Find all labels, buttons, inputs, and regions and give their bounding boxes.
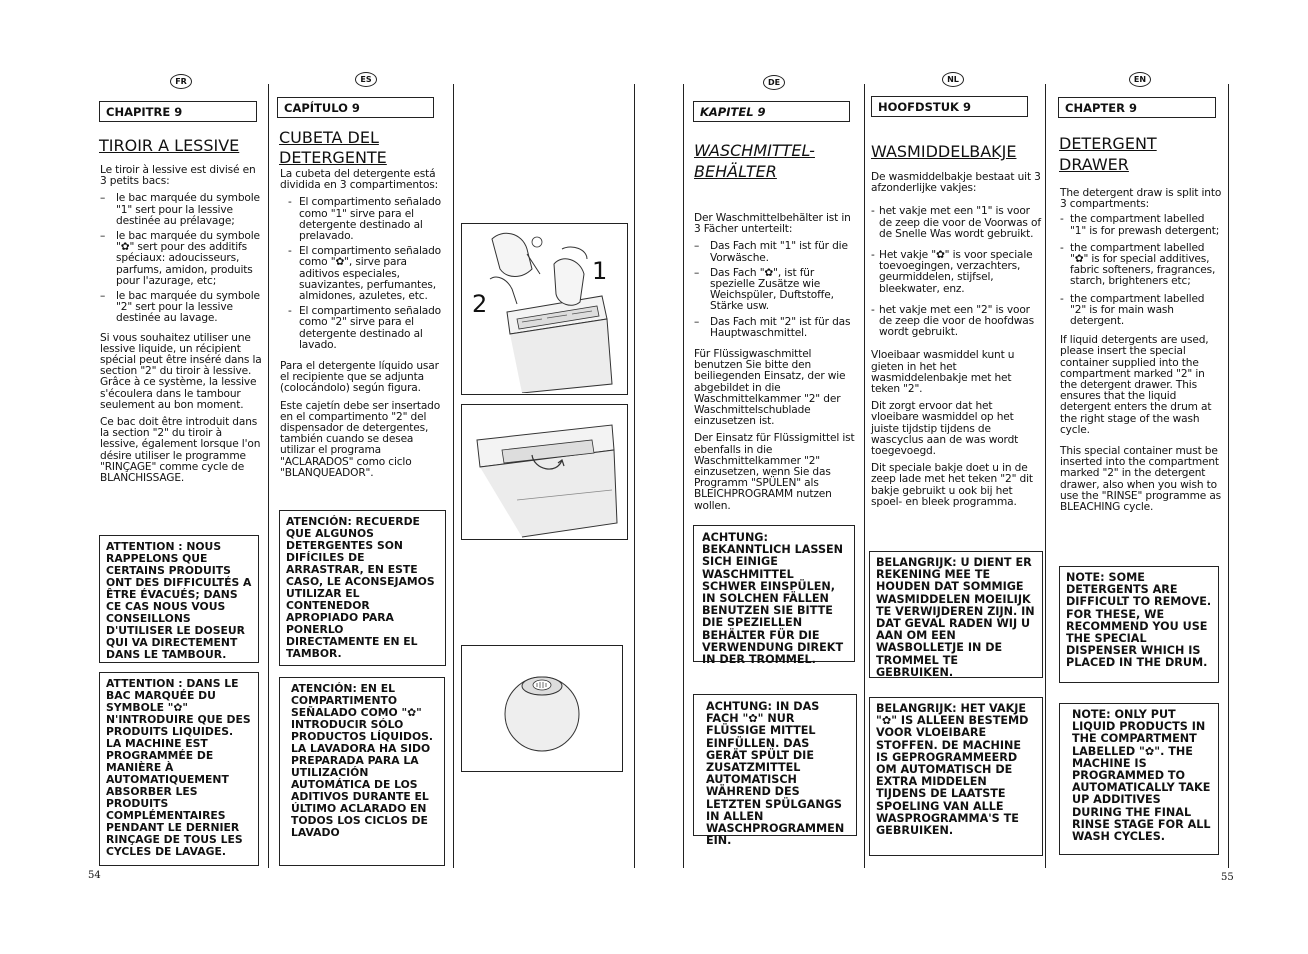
es-paragraph: Este cajetín debe ser insertado en el compartimento "2" del dispensador de detergentes, también cuando se desea utilizar el programa "ACLARADOS" como ciclo "BLANQUEADOR". [280,399,441,479]
list-item: – le bac marquée du symbole "✿" sert pour des additifs spéciaux: adoucisseurs, parfums, amidon, produits pour l'azurage, etc; [100,230,260,287]
fr-language-badge: FR [170,74,192,89]
fr-chapter-heading: CHAPITRE 9 [99,101,257,122]
list-item: - het vakje met een "1" is voor de zeep die voor de Voorwas of de Snelle Was wordt gebruikt. [871,205,1041,240]
list-item: – Das Fach "✿", ist für spezielle Zusätze wie Weichspüler, Duftstoffe, Stärke usw. [694,266,834,313]
de-paragraph: Der Einsatz für Flüssigmittel ist ebenfalls in die Waschmittelkammer "2" einzusetzen, wenn Sie das Programm "SPÜLEN" als BLEICHPROGRAMM nutzen wollen. [694,432,855,512]
compartment-2-label: 2 [472,290,488,318]
compartment-1-label: 1 [592,257,608,285]
en-warning-box: NOTE: SOME DETERGENTS ARE DIFFICULT TO REMOVE. FOR THESE, WE RECOMMEND YOU USE THE SPECIAL DISPENSER WHICH IS PLACED IN THE DRUM. [1059,566,1219,683]
nl-language-badge: NL [942,72,964,87]
liquid-container-illustration [461,404,628,540]
en-paragraph: This special container must be inserted into the compartment marked "2" in the detergent drawer, also when you wish to use the "RINSE" programme as BLEACHING cycle. [1060,445,1222,514]
list-item: - the compartment labelled "2" is for main wash detergent. [1060,292,1205,328]
list-item: - El compartimento señalado como "✿", sirve para aditivos especiales, suavizantes, perfumantes, almidones, azuletes, etc. [288,245,441,303]
column-rule [1045,84,1046,868]
list-item: - El compartimento señalado como "1" sirve para el detergente destinado al prelavado. [288,196,441,243]
nl-body [871,172,1041,514]
es-warning-box: ATENCIÓN: RECUERDE QUE ALGUNOS DETERGENTES SON DIFÍCILES DE ARRASTRAR, EN ESTE CASO, LE ACONSEJAMOS UTILIZAR EL CONTENEDOR APROPIADO PARA PONERLO DIRECTAMENTE EN EL TAMBOR. [279,510,446,666]
de-paragraph: Für Flüssigwaschmittel benutzen Sie bitte den beiliegenden Einsatz, der wie abgebildet in die Waschmittelkammer "2" der Waschmittelschublade einzusetzen ist. [694,348,846,428]
list-item: - El compartimento señalado como "2" sirve para el detergente destinado al lavado. [288,305,441,351]
en-language-badge: EN [1129,72,1151,87]
column-rule [268,84,269,868]
de-warning-box: ACHTUNG: BEKANNTLICH LASSEN SICH EINIGE WASCHMITTEL SCHWER EINSPÜLEN, IN SOLCHEN FÄLLEN BENUTZEN SIE BITTE DIE SPEZIELLEN BEHÄLTER FÜR DIE VERWENDUNG DIREKT IN DER TROMMEL. [693,525,855,662]
en-chapter-heading: CHAPTER 9 [1058,97,1216,118]
es-section-title: CUBETA DEL DETERGENTE [279,128,387,167]
nl-paragraph: Dit zorgt ervoor dat het vloeibare wasmiddel op het juiste tijdstip tijdens de wascyclus aan de was wordt toegevoegd. [871,400,1019,458]
list-item: - the compartment labelled "1" is for prewash detergent; [1060,213,1220,237]
de-section-title: WASCHMITTEL-BEHÄLTER [694,141,815,181]
nl-section-title: WASMIDDELBAKJE [871,142,1017,161]
en-paragraph: If liquid detergents are used, please insert the special container supplied into the compartment marked "2" in the detergent drawer. This ensures that the liquid detergent enters the drum at the right stage of the wash cycle. [1060,334,1212,436]
dosing-ball-drawing [462,646,621,770]
nl-intro: De wasmiddelbakje bestaat uit 3 afzonderlijke vakjes: [871,171,1041,195]
fr-paragraph: Ce bac doit être introduit dans la section "2" du tiroir à lessive, également lorsque l'on désire utiliser le programme "RINÇAGE" comme cycle de BLANCHISSAGE. [100,416,261,485]
de-language-badge: DE [763,75,785,90]
es-language-badge: ES [355,72,377,87]
nl-warning-box: BELANGRIJK: U DIENT ER REKENING MEE TE HOUDEN DAT SOMMIGE WASMIDDELEN MOEILIJK TE VERWIJDEREN ZIJN. IN DAT GEVAL RADEN WIJ U AAN OM EEN WASBOLLETJE IN DE TROMMEL TE GEBRUIKEN. [869,551,1043,678]
column-rule [453,84,454,868]
fr-warning-box: ATTENTION : DANS LE BAC MARQUÉE DU SYMBOLE "✿" N'INTRODUIRE QUE DES PRODUITS LIQUIDES. LA MACHINE EST PROGRAMMÉE DE MANIÈRE À AUTOMATIQUEMENT ABSORBER LES PRODUITS COMPLÉMENTAIRES PENDANT LE DERNIER RINÇAGE DE TOUS LES CYCLES DE LAVAGE. [99,672,259,866]
fr-section-title: TIROIR A LESSIVE [99,136,240,155]
es-warning-box: ATENCIÓN: EN EL COMPARTIMENTO SEÑALADO COMO "✿" INTRODUCIR SÓLO PRODUCTOS LÍQUIDOS. LA LAVADORA HA SIDO PREPARADA PARA LA UTILIZACIÓN AUTOMÁTICA DE LOS ADITIVOS DURANTE EL ÚLTIMO ACLARADO EN TODOS LOS CICLOS DE LAVADO [279,677,445,866]
nl-warning-box: BELANGRIJK: HET VAKJE "✿" IS ALLEEN BESTEMD VOOR VLOEIBARE STOFFEN. DE MACHINE IS GEPROGRAMMEERD OM AUTOMATISCH DE EXTRA MIDDELEN TIJDENS DE LAATSTE SPOELING VAN ALLE WASPROGRAMMA'S TE GEBRUIKEN. [869,697,1043,856]
dosing-ball-illustration [461,645,623,772]
fr-body [100,165,262,490]
column-rule [683,84,684,868]
list-item: - het vakje met een "2" is voor de zeep die voor de hoofdwas wordt gebruikt. [871,303,1035,339]
en-section-title: DETERGENT DRAWER [1059,134,1157,174]
fr-paragraph: Si vous souhaitez utiliser une lessive liquide, un récipient spécial peut être inséré dans la section "2" du tiroir à lessive. Grâce à ce système, la lessive s'écoulera dans le tambour seulement au bon moment. [100,331,262,411]
liquid-container-drawing [462,405,626,538]
list-item: – Das Fach mit "1" ist für die Vorwäsche. [694,240,848,264]
list-item: - the compartment labelled "✿" is for special additives, fabric softeners, fragrances, starch, brighteners etc; [1060,241,1216,288]
fr-intro: Le tiroir à lessive est divisé en 3 petits bacs: [100,164,256,188]
list-item: - Het vakje "✿" is voor speciale toevoegingen, verzachters, geurmiddelen, stijfsel, bleekwater, enz. [871,249,1033,295]
es-paragraph: Para el detergente líquido usar el recipiente que se adjunta (colocándolo) según figura. [280,360,439,395]
column-rule [634,84,635,868]
column-rule [1228,84,1229,868]
list-item: – le bac marquée du symbole "2" sert pour la lessive destinée au lavage. [100,290,260,325]
es-intro: La cubeta del detergente está dividida en 3 compartimentos: [280,168,439,192]
es-chapter-heading: CAPÍTULO 9 [277,97,434,118]
en-intro: The detergent draw is split into 3 compartments: [1060,187,1222,211]
flower-icon [532,237,542,247]
es-body [280,169,443,485]
detergent-drawer-drawing [462,224,626,393]
list-item: – le bac marquée du symbole "1" sert pour la lessive destinée au prélavage; [100,192,260,227]
column-rule [864,84,865,868]
nl-paragraph: Dit speciale bakje doet u in de zeep lade met het teken "2" dit bakje gebruikt u ook bij het spoel- en bleek programma. [871,462,1033,508]
de-chapter-heading: KAPITEL 9 [693,101,850,122]
en-warning-box: NOTE: ONLY PUT LIQUID PRODUCTS IN THE COMPARTMENT LABELLED "✿". THE MACHINE IS PROGRAMMED TO AUTOMATICALLY TAKE UP ADDITIVES DURING THE FINAL RINSE STAGE FOR ALL WASH CYCLES. [1059,703,1219,855]
page-number: 55 [1221,872,1234,883]
nl-chapter-heading: HOOFDSTUK 9 [871,96,1028,117]
page-number: 54 [88,870,101,881]
nl-paragraph: Vloeibaar wasmiddel kunt u gieten in het het wasmiddelenbakje met het teken "2". [871,349,1015,396]
fr-warning-box: ATTENTION : NOUS RAPPELONS QUE CERTAINS PRODUITS ONT DES DIFFICULTÉS A ÊTRE ÉVACUÉS; DANS CE CAS NOUS VOUS CONSEILLONS D'UTILISER LE DOSEUR QUI VA DIRECTEMENT DANS LE TAMBOUR. [99,535,259,663]
de-warning-box: ACHTUNG: IN DAS FACH "✿" NUR FLÜSSIGE MITTEL EINFÜLLEN. DAS GERÄT SPÜLT DIE ZUSATZMITTEL AUTOMATISCH WÄHREND DES LETZTEN SPÜLGANGS IN ALLEN WASCHPROGRAMMEN EIN. [693,694,857,836]
list-item: – Das Fach mit "2" ist für das Hauptwaschmittel. [694,315,851,339]
de-body [694,213,857,518]
de-intro: Der Waschmittelbehälter ist in 3 Fächer unterteilt: [694,212,851,236]
detergent-drawer-illustration [461,223,628,395]
en-body [1060,188,1222,519]
